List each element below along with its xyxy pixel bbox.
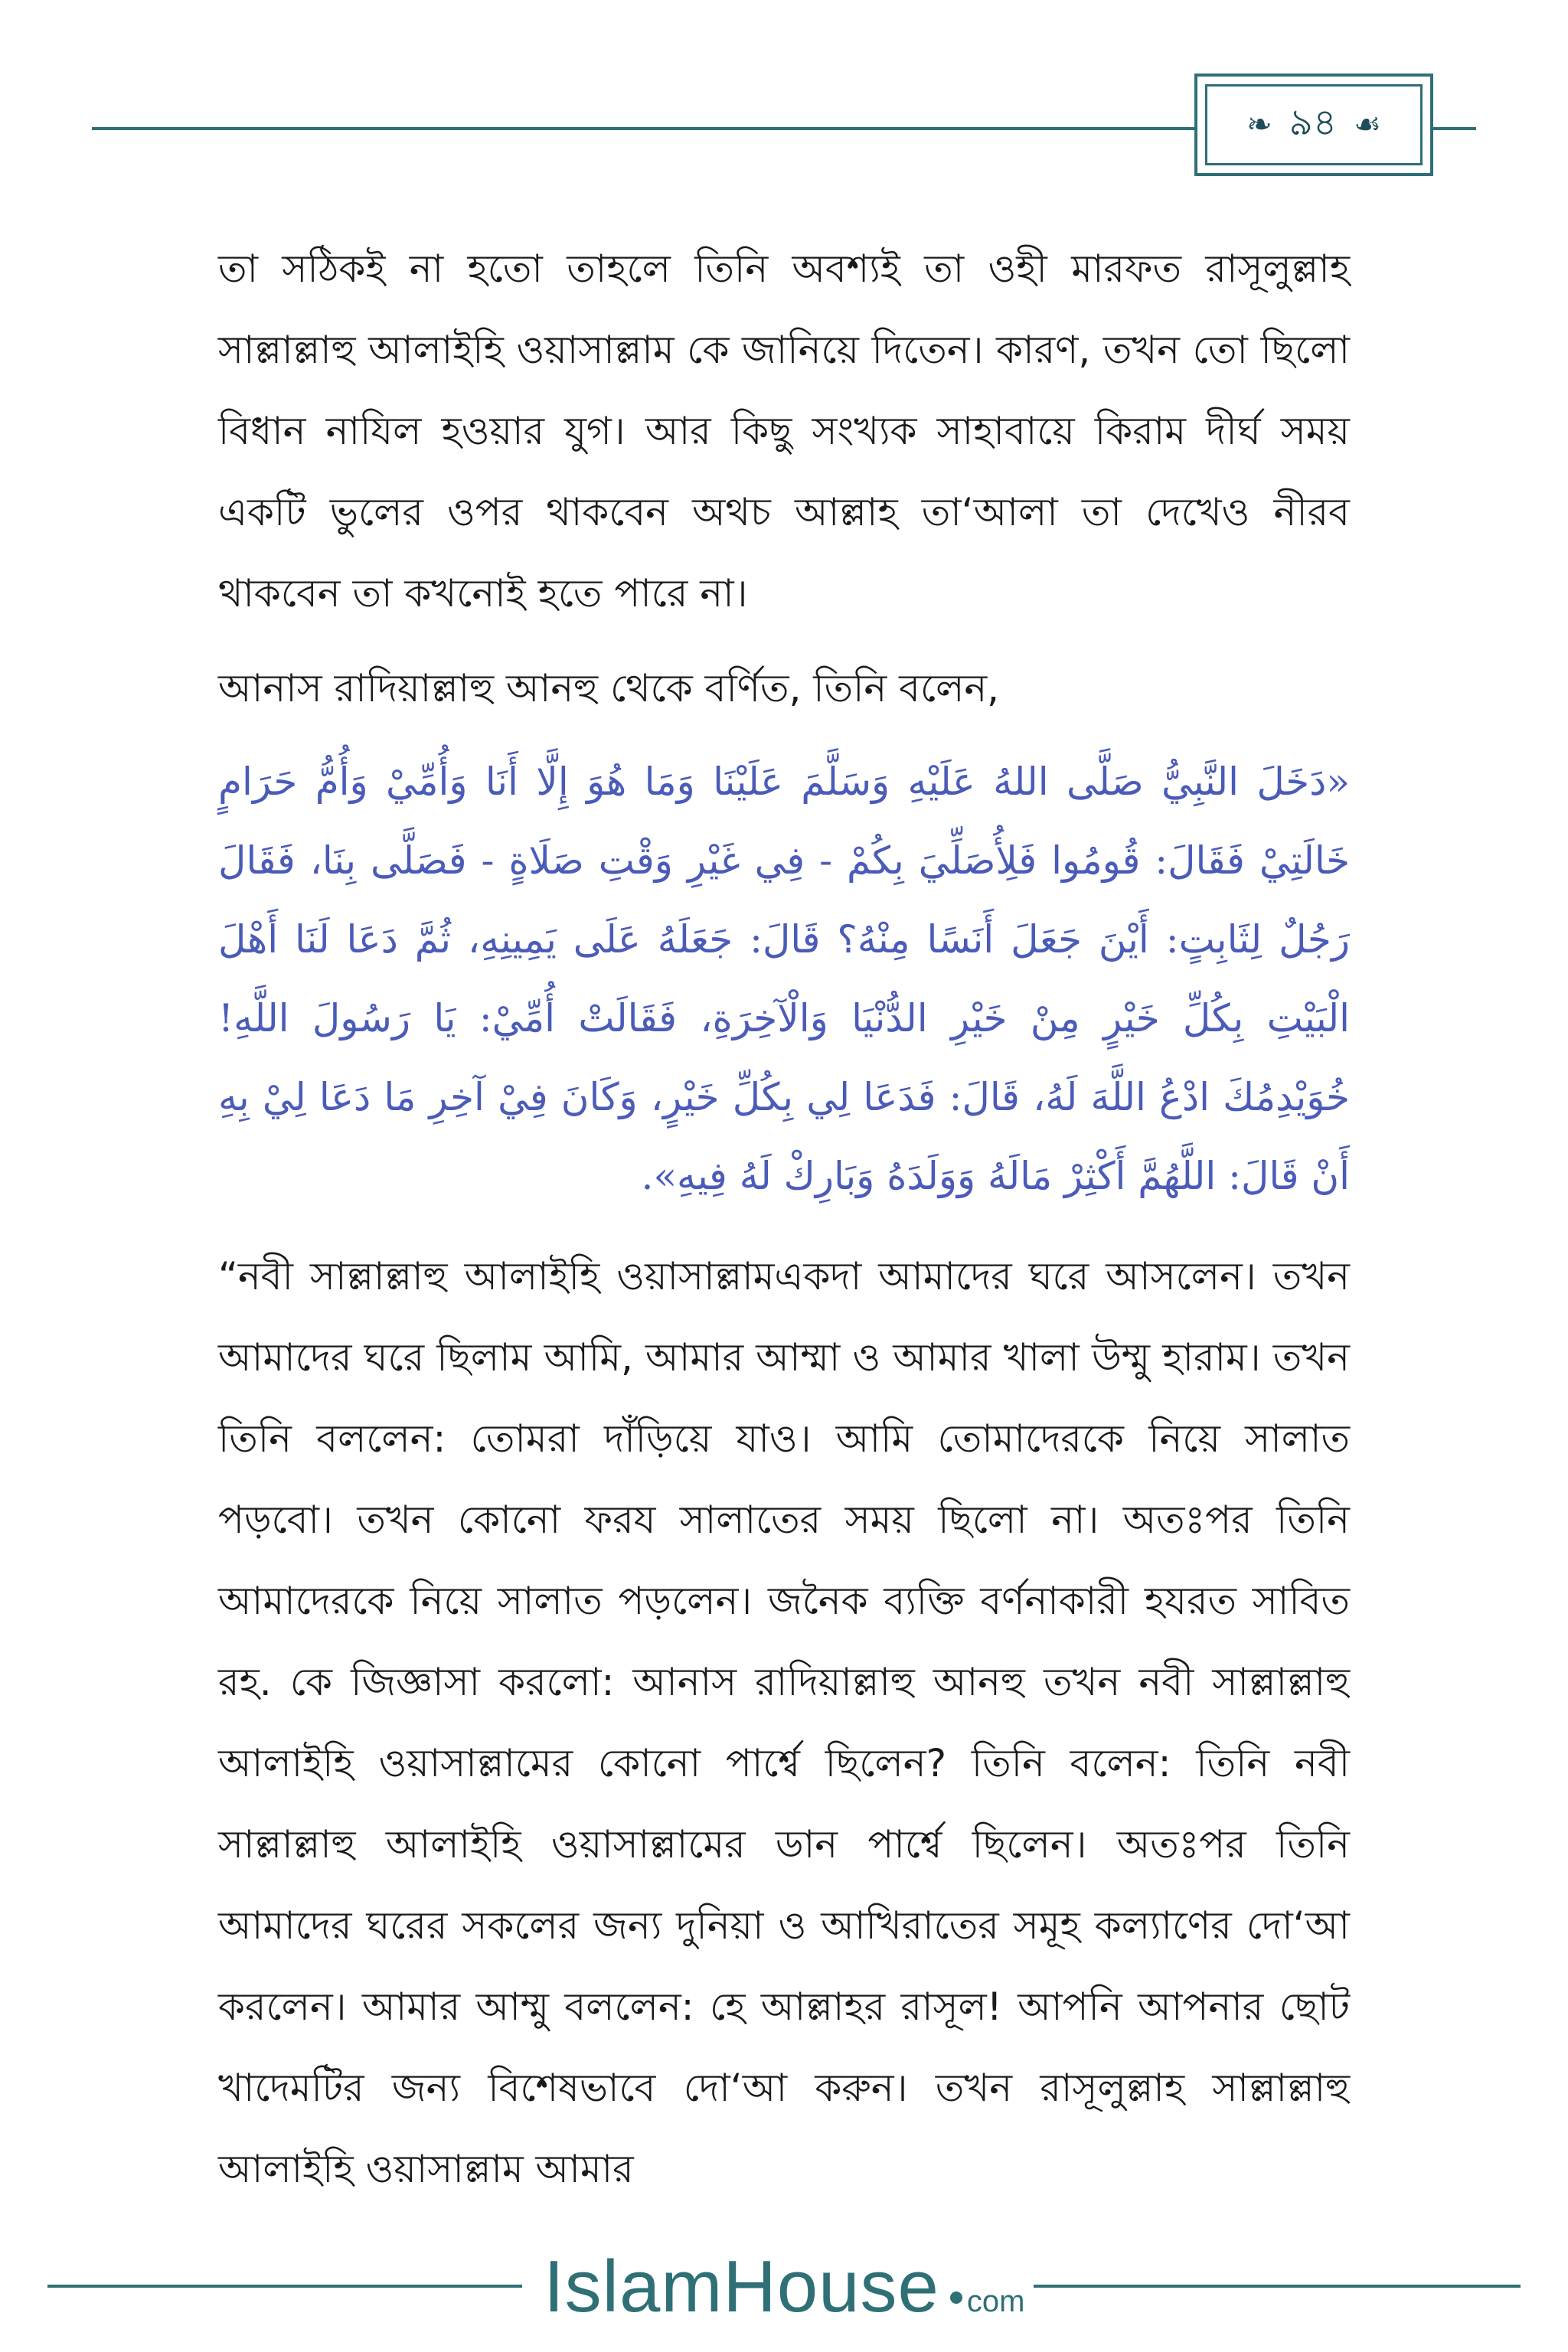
- page-content: [218, 228, 1350, 2210]
- brand-tld: com: [966, 2285, 1025, 2318]
- arabic-hadith: «دَخَلَ النَّبِيُّ صَلَّى اللهُ عَلَيْهِ وَسَلَّمَ عَلَيْنَا وَمَا هُوَ إِلَّا أَنَا وَأُمِّيْ وَأُمُّ حَرَامٍ خَالَتِيْ فَقَالَ: قُومُوا فَلِأُصَلِّيَ بِكُمْ - فِي غَيْرِ وَقْتِ صَلَاةٍ - فَصَلَّى بِنَا، فَقَالَ رَجُلٌ لِثَابِتٍ: أَيْنَ جَعَلَ أَنَسًا مِنْهُ؟ قَالَ: جَعَلَهُ عَلَى يَمِينِهِ، ثُمَّ دَعَا لَنَا أَهْلَ الْبَيْتِ بِكُلِّ خَيْرٍ مِنْ خَيْرِ الدُّنْيَا وَالْآخِرَةِ، فَقَالَتْ أُمِّيْ: يَا رَسُولَ اللَّهِ! خُوَيْدِمُكَ ادْعُ اللَّهَ لَهُ، قَالَ: فَدَعَا لِي بِكُلِّ خَيْرٍ، وَكَانَ فِيْ آخِرِ مَا دَعَا لِيْ بِهِ أَنْ قَالَ: اللَّهُمَّ أَكْثِرْ مَالَهُ وَوَلَدَهُ وَبَارِكْ لَهُ فِيهِ».: [218, 760, 1350, 1198]
- footer-brand-logo: [544, 2245, 1024, 2329]
- intro-paragraph: তা সঠিকই না হতো তাহলে তিনি অবশ্যই তা ওহী মারফত রাসূলুল্লাহ সাল্লাল্লাহু আলাইহি ওয়াসাল্লাম কে জানিয়ে দিতেন। কারণ, তখন তো ছিলো বিধান নাযিল হওয়ার যুগ। আর কিছু সংখ্যক সাহাবায়ে কিরাম দীর্ঘ সময় একটি ভুলের ওপর থাকবেন অথচ আল্লাহ তা‘আলা তা দেখেও নীরব থাকবেন তা কখনোই হতে পারে না।: [218, 247, 1350, 616]
- brand-dot-icon: [950, 2292, 962, 2304]
- ornament-left-icon: ❧: [1246, 107, 1272, 142]
- ornament-right-icon: ☙: [1353, 107, 1381, 142]
- hadith-translation: “নবী সাল্লাল্লাহু আলাইহি ওয়াসাল্লামএকদা আমাদের ঘরে আসলেন। তখন আমাদের ঘরে ছিলাম আমি, আমার আম্মা ও আমার খালা উম্মু হারাম। তখন তিনি বললেন: তোমরা দাঁড়িয়ে যাও। আমি তোমাদেরকে নিয়ে সালাত পড়বো। তখন কোনো ফরয সালাতের সময় ছিলো না। অতঃপর তিনি আমাদেরকে নিয়ে সালাত পড়লেন। জনৈক ব্যক্তি বর্ণনাকারী হযরত সাবিত রহ. কে জিজ্ঞাসা করলো: আনাস রাদিয়াল্লাহু আনহু তখন নবী সাল্লাল্লাহু আলাইহি ওয়াসাল্লামের কোনো পার্শ্বে ছিলেন? তিনি বলেন: তিনি নবী সাল্লাল্লাহু আলাইহি ওয়াসাল্লামের ডান পার্শ্বে ছিলেন। অতঃপর তিনি আমাদের ঘরের সকলের জন্য দুনিয়া ও আখিরাতের সমূহ কল্যাণের দো‘আ করলেন। আমার আম্মু বললেন: হে আল্লাহর রাসূল! আপনি আপনার ছোট খাদেমটির জন্য বিশেষভাবে দো‘আ করুন। তখন রাসূলুল্লাহ সাল্লাল্লাহু আলাইহি ওয়াসাল্লাম আমার: [218, 1254, 1350, 2191]
- footer: [0, 2242, 1568, 2326]
- page-number-box: [1194, 74, 1433, 176]
- narration-intro: আনাস রাদিয়াল্লাহু আনহু থেকে বর্ণিত, তিনি বলেন,: [218, 666, 1000, 710]
- footer-rule-right: [1034, 2285, 1521, 2288]
- brand-name: IslamHouse: [544, 2246, 939, 2328]
- footer-rule-left: [47, 2285, 522, 2288]
- page-number-frame: [1205, 84, 1423, 165]
- page-number: ৯৪: [1289, 100, 1337, 144]
